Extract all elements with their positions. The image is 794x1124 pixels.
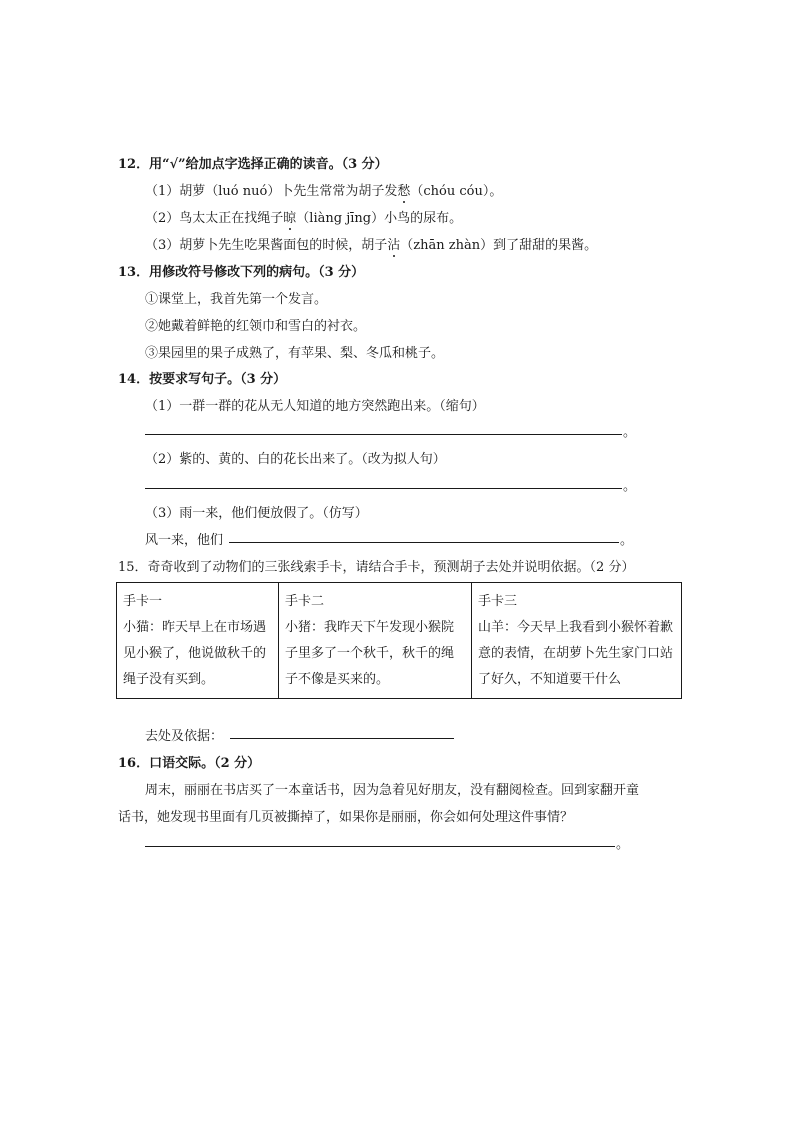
q16-paragraph-line-1: 周末，丽丽在书店买了一本童话书，因为急着见好朋友，没有翻阅检查。回到家翻开童: [145, 783, 640, 798]
q12-item-1-prefix: （1）胡萝（luó nuó）卜先生常常为胡子发: [145, 184, 398, 199]
clue-card-1-heading: 手卡一: [123, 594, 163, 609]
q14-answer-line-1[interactable]: [145, 434, 622, 435]
q12-item-1-suffix: （chóu cóu）。: [410, 184, 503, 199]
q15-answer-line[interactable]: [230, 738, 454, 739]
q12-item-3-prefix: （3）胡萝卜先生吃果酱面包的时候，胡子: [145, 238, 388, 253]
clue-card-2-text: 小猪：我昨天下午发现小猴院子里多了一个秋千，秋千的绳子不像是买来的。: [285, 620, 455, 687]
q13-sentence-3: ③果园里的果子成熟了，有苹果、梨、冬瓜和桃子。: [145, 346, 445, 361]
q12-item-2: [145, 207, 462, 226]
q12-item-3: [145, 234, 597, 253]
clue-card-3-heading: 手卡三: [478, 594, 518, 609]
q15-title: 15．奇奇收到了动物们的三张线索手卡，请结合手卡，预测胡子去处并说明依据。（2 分）: [118, 560, 635, 575]
q13-sentence-1: ①课堂上，我首先第一个发言。: [145, 292, 328, 307]
q16-paragraph-line-2: 话书，她发现书里面有几页被撕掉了，如果你是丽丽，你会如何处理这件事情？: [118, 810, 574, 825]
q14-answer-line-3[interactable]: [229, 542, 619, 543]
q14-sentence-2: （2）紫的、黄的、白的花长出来了。（改为拟人句）: [145, 452, 446, 467]
q14-sentence-1: （1）一群一群的花从无人知道的地方突然跑出来。（缩句）: [145, 399, 485, 414]
q14-answer-line-2[interactable]: [145, 488, 622, 489]
clue-cards-table: [116, 582, 682, 699]
clue-card-2: [279, 583, 472, 699]
q15-answer-label: 去处及依据：: [145, 729, 224, 744]
q14-imitation-start: 风一来，他们: [145, 533, 224, 548]
q12-item-1-dotted-char: 愁: [397, 180, 410, 199]
clue-card-3: [472, 583, 682, 699]
q16-answer-line[interactable]: [145, 846, 615, 847]
q13-sentence-2: ②她戴着鲜艳的红领巾和雪白的衬衣。: [145, 319, 367, 334]
q14-period-2: 。: [623, 479, 637, 494]
q14-period-3: 。: [620, 533, 634, 548]
q13-title: 13．用修改符号修改下列的病句。（3 分）: [118, 265, 365, 280]
q12-title: 12．用“√”给加点字选择正确的读音。（3 分）: [118, 157, 388, 172]
q12-item-1: [145, 180, 502, 199]
q12-item-3-dotted-char: 沾: [387, 234, 400, 253]
clue-card-1-text: 小猫：昨天早上在市场遇见小猴了，他说做秋千的绳子没有买到。: [123, 620, 267, 687]
q12-item-2-prefix: （2）鸟太太正在找绳子: [145, 211, 284, 226]
q16-period: 。: [616, 837, 630, 852]
q12-item-3-suffix: （zhān zhàn）到了甜甜的果酱。: [400, 238, 598, 253]
q14-sentence-3: （3）雨一来，他们便放假了。（仿写）: [145, 506, 368, 521]
q12-item-2-suffix: （liàng jīng）小鸟的尿布。: [296, 211, 463, 226]
q14-period-1: 。: [623, 425, 637, 440]
q12-item-2-dotted-char: 晾: [283, 207, 296, 226]
clue-card-2-heading: 手卡二: [285, 594, 325, 609]
clue-card-1: [117, 583, 279, 699]
q16-title: 16．口语交际。（2 分）: [118, 756, 261, 771]
q14-title: 14．按要求写句子。（3 分）: [118, 372, 287, 387]
clue-card-3-text: 山羊：今天早上我看到小猴怀着歉意的表情，在胡萝卜先生家门口站了好久，不知道要干什么: [478, 620, 674, 687]
